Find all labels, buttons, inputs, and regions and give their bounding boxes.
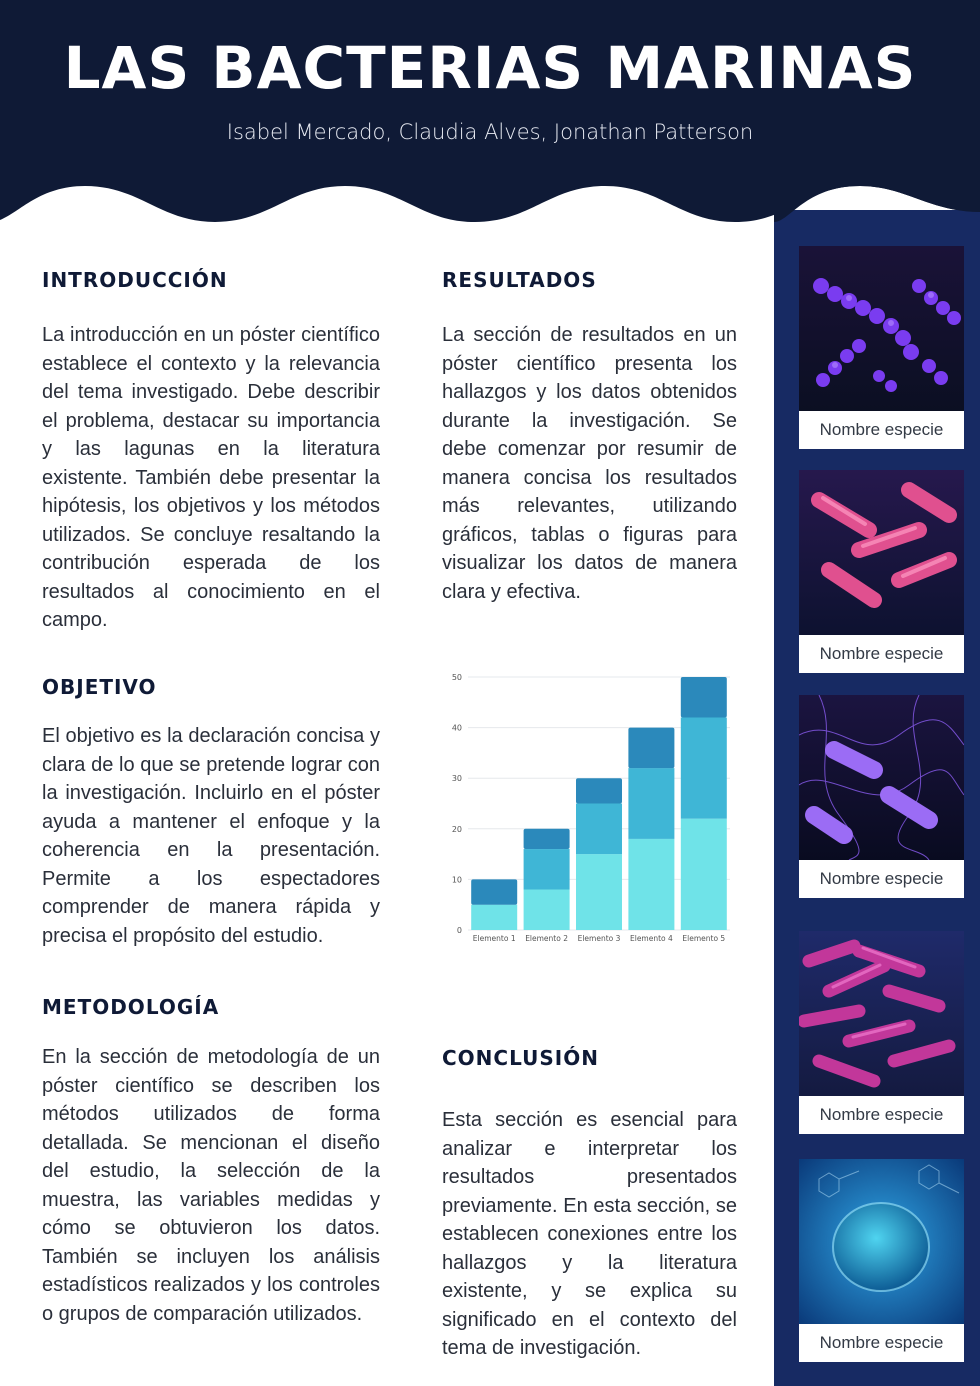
pink-rod-bacteria-image: [799, 470, 964, 635]
species-card: [799, 246, 964, 449]
header-wave-edge: [774, 180, 980, 240]
conclusion-heading: CONCLUSIÓN: [442, 1046, 599, 1070]
bar-segment-3: [524, 829, 570, 849]
violet-flagellated-bacteria-image: [799, 695, 964, 860]
x-tick-label: Elemento 2: [525, 934, 568, 943]
introduction-text: La introducción en un póster científico establece el contexto y la relevancia del tema investigado. Debe describir el problema, destacar su importancia y las lagunas en la literatura existente. También debe presentar la hipótesis, los objetivos y los métodos utilizados. Se concluye resaltando la contribución esperada de los resultados al conocimiento en el campo.: [42, 324, 380, 631]
poster-authors: Isabel Mercado, Claudia Alves, Jonathan Patterson: [226, 120, 754, 144]
species-caption: Nombre especie: [799, 1324, 964, 1362]
y-tick-label: 20: [451, 824, 462, 834]
x-tick-label: Elemento 5: [682, 934, 726, 943]
y-tick-label: 30: [451, 774, 462, 784]
bar-segment-2: [681, 717, 727, 818]
bar-segment-2: [524, 849, 570, 889]
bar-segment-3: [471, 879, 517, 904]
bar-segment-1: [524, 890, 570, 930]
blue-cell-molecules-image: [799, 1159, 964, 1324]
bar-segment-1: [681, 819, 727, 930]
species-card: [799, 470, 964, 673]
bar-segment-1: [628, 839, 674, 930]
objective-text: El objetivo es la declaración concisa y clara de lo que se pretende lograr con la investigación. Incluirlo en el póster ayuda a mantener el enfoque y la coherencia en la presentación. Permite a los espectadores comprender de manera rápida y precisa el propósito del estudio.: [42, 725, 380, 947]
species-card: [799, 1159, 964, 1362]
bar-segment-3: [628, 728, 674, 768]
y-tick-label: 50: [451, 673, 462, 682]
bar-segment-2: [576, 804, 622, 855]
bar-segment-3: [681, 677, 727, 717]
y-tick-label: 0: [456, 926, 462, 935]
y-tick-label: 40: [451, 723, 462, 733]
bar-segment-1: [471, 905, 517, 930]
objective-heading: OBJETIVO: [42, 675, 157, 699]
results-text: La sección de resultados en un póster científico presenta los hallazgos y los datos obtenidos durante la investigación. Se debe comenzar por resumir de manera concisa los resultados más relevantes, utilizando gráficos, tablas o figuras para visualizar los datos de manera clara y efectiva.: [442, 324, 737, 603]
results-bar-chart: [440, 665, 740, 950]
purple-cocci-bacteria-image: [799, 246, 964, 411]
species-card: [799, 931, 964, 1134]
conclusion-text: Esta sección es esencial para analizar e interpretar los resultados presentados previamente. En esta sección, se establecen conexiones entre los hallazgos y la literatura existente, y se explica su significado en el contexto del tema de investigación.: [442, 1109, 737, 1359]
species-caption: Nombre especie: [799, 411, 964, 449]
x-tick-label: Elemento 1: [472, 934, 516, 943]
species-card: [799, 695, 964, 898]
methodology-heading: METODOLOGÍA: [42, 995, 220, 1019]
methodology-text: En la sección de metodología de un póster científico se describen los métodos utilizados de forma detallada. Se mencionan el diseño del estudio, la selección de la muestra, las variables medidas y cómo se obtuvieron los datos. También se incluyen los análisis estadísticos realizados y los controles o grupos de comparación utilizados.: [42, 1046, 380, 1325]
bar-segment-1: [576, 854, 622, 930]
bar-segment-3: [576, 778, 622, 803]
introduction-heading: INTRODUCCIÓN: [42, 268, 228, 292]
species-caption: Nombre especie: [799, 1096, 964, 1134]
x-tick-label: Elemento 3: [577, 934, 621, 943]
species-caption: Nombre especie: [799, 860, 964, 898]
bar-segment-2: [628, 768, 674, 839]
poster-title: LAS BACTERIAS MARINAS: [63, 34, 917, 102]
magenta-bacilli-cluster-image: [799, 931, 964, 1096]
x-tick-label: Elemento 4: [630, 934, 673, 943]
y-tick-label: 10: [451, 875, 462, 885]
species-caption: Nombre especie: [799, 635, 964, 673]
results-heading: RESULTADOS: [442, 268, 597, 292]
